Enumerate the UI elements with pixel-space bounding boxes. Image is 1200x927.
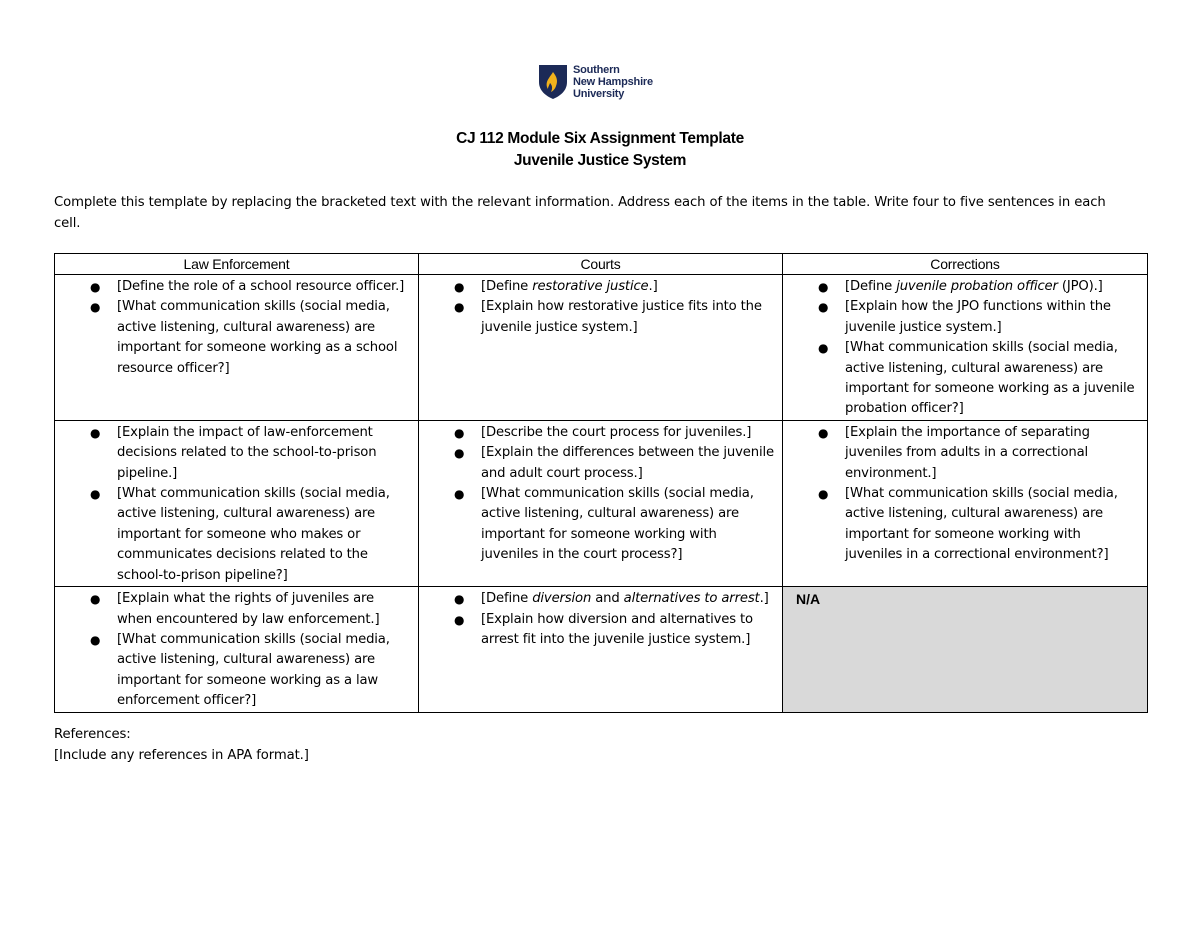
table-row [55,275,1148,421]
title-block [0,128,1200,172]
assignment-table [54,253,1148,713]
logo-line-3: University [573,88,625,100]
cell-courts[interactable] [419,420,783,586]
references-placeholder[interactable]: [Include any references in APA format.] [54,747,309,763]
shield-flame-icon [538,64,568,100]
table-row [55,420,1148,586]
cell-law-enforcement[interactable] [55,420,419,586]
bullet-icon: ● [454,300,465,315]
document-subtitle: Juvenile Justice System [513,152,687,169]
list-item: ● [Define the role of a school resource officer.] [55,277,410,297]
bullet-icon: ● [818,300,829,315]
list-item: ● [Define diversion and alternatives to arrest.] [419,589,774,609]
bullet-icon: ● [818,280,829,294]
logo-wordmark [573,64,653,100]
list-item: ● [Explain the importance of separating juveniles from adults in a correctional environment.] [818,424,1090,481]
bullet-icon: ● [454,612,465,627]
bullet-icon: ● [454,425,465,440]
cell-courts[interactable] [419,275,783,421]
list-item: ● [Explain the differences between the juvenile and adult court process.] [454,445,774,481]
list-item: ● [What communication skills (social media, active listening, cultural awareness) are important for someone working as a law enforcement officer?] [90,631,390,709]
list-item: ● [Describe the court process for juveniles.] [419,423,774,443]
cell-corrections[interactable] [783,275,1148,421]
bullet-icon: ● [90,592,101,607]
bullet-icon: ● [454,446,465,461]
bullet-icon: ● [454,592,465,607]
list-item: ● [Explain the impact of law-enforcement decisions related to the school-to-prison pipeline.] [90,424,377,481]
cell-corrections[interactable] [783,420,1148,586]
bullet-icon: ● [818,425,829,440]
list-item: ● [Define juvenile probation officer (JPO).] [783,277,1139,297]
document-title: CJ 112 Module Six Assignment Template [456,130,744,147]
cell-courts[interactable] [419,587,783,713]
bullet-icon: ● [90,487,101,502]
list-item: ● [What communication skills (social media, active listening, cultural awareness) are important for someone who makes or communicates decisions related to the school-to-prison pipeline?] [90,486,390,583]
list-item: ● [Explain how restorative justice fits into the juvenile justice system.] [454,299,762,335]
list-item: ● [What communication skills (social media, active listening, cultural awareness) are important for someone working with juveniles in the court process?] [454,486,754,563]
bullet-icon: ● [454,487,465,502]
bullet-icon: ● [90,632,101,647]
list-item: ● [Explain how the JPO functions within the juvenile justice system.] [818,299,1111,335]
list-item: ● [Define restorative justice.] [419,277,774,297]
references-section [54,725,309,766]
instructions-paragraph: Complete this template by replacing the bracketed text with the relevant information. Address each of the items in the table. Write four to five sentences in each cell. [54,195,1106,231]
logo-line-2: New Hampshire [573,76,653,88]
table-header-row [55,254,1148,275]
bullet-icon: ● [90,425,101,440]
list-item: ● [What communication skills (social media, active listening, cultural awareness) are important for someone working with juveniles in a correctional environment?] [818,486,1118,563]
list-item: ● [Explain what the rights of juveniles are when encountered by law enforcement.] [90,591,380,627]
cell-law-enforcement[interactable] [55,275,419,421]
snhu-logo [538,64,653,100]
bullet-icon: ● [818,487,829,502]
list-item: ● [What communication skills (social media, active listening, cultural awareness) are important for someone working as a juvenile probation officer?] [818,340,1135,417]
header-corrections: Corrections [783,254,1148,275]
logo-line-1: Southern [573,64,620,76]
references-label: References: [54,727,131,742]
cell-law-enforcement[interactable] [55,587,419,713]
header-law-enforcement: Law Enforcement [55,254,419,275]
cell-corrections-na: N/A [783,587,1148,713]
list-item: ● [Explain how diversion and alternatives to arrest fit into the juvenile justice system.] [454,611,753,647]
header-courts: Courts [419,254,783,275]
bullet-icon: ● [90,280,101,294]
bullet-icon: ● [818,341,829,356]
table-row [55,587,1148,713]
bullet-icon: ● [90,300,101,315]
list-item: ● [What communication skills (social media, active listening, cultural awareness) are important for someone working as a school resource officer?] [90,299,398,376]
bullet-icon: ● [454,280,465,294]
